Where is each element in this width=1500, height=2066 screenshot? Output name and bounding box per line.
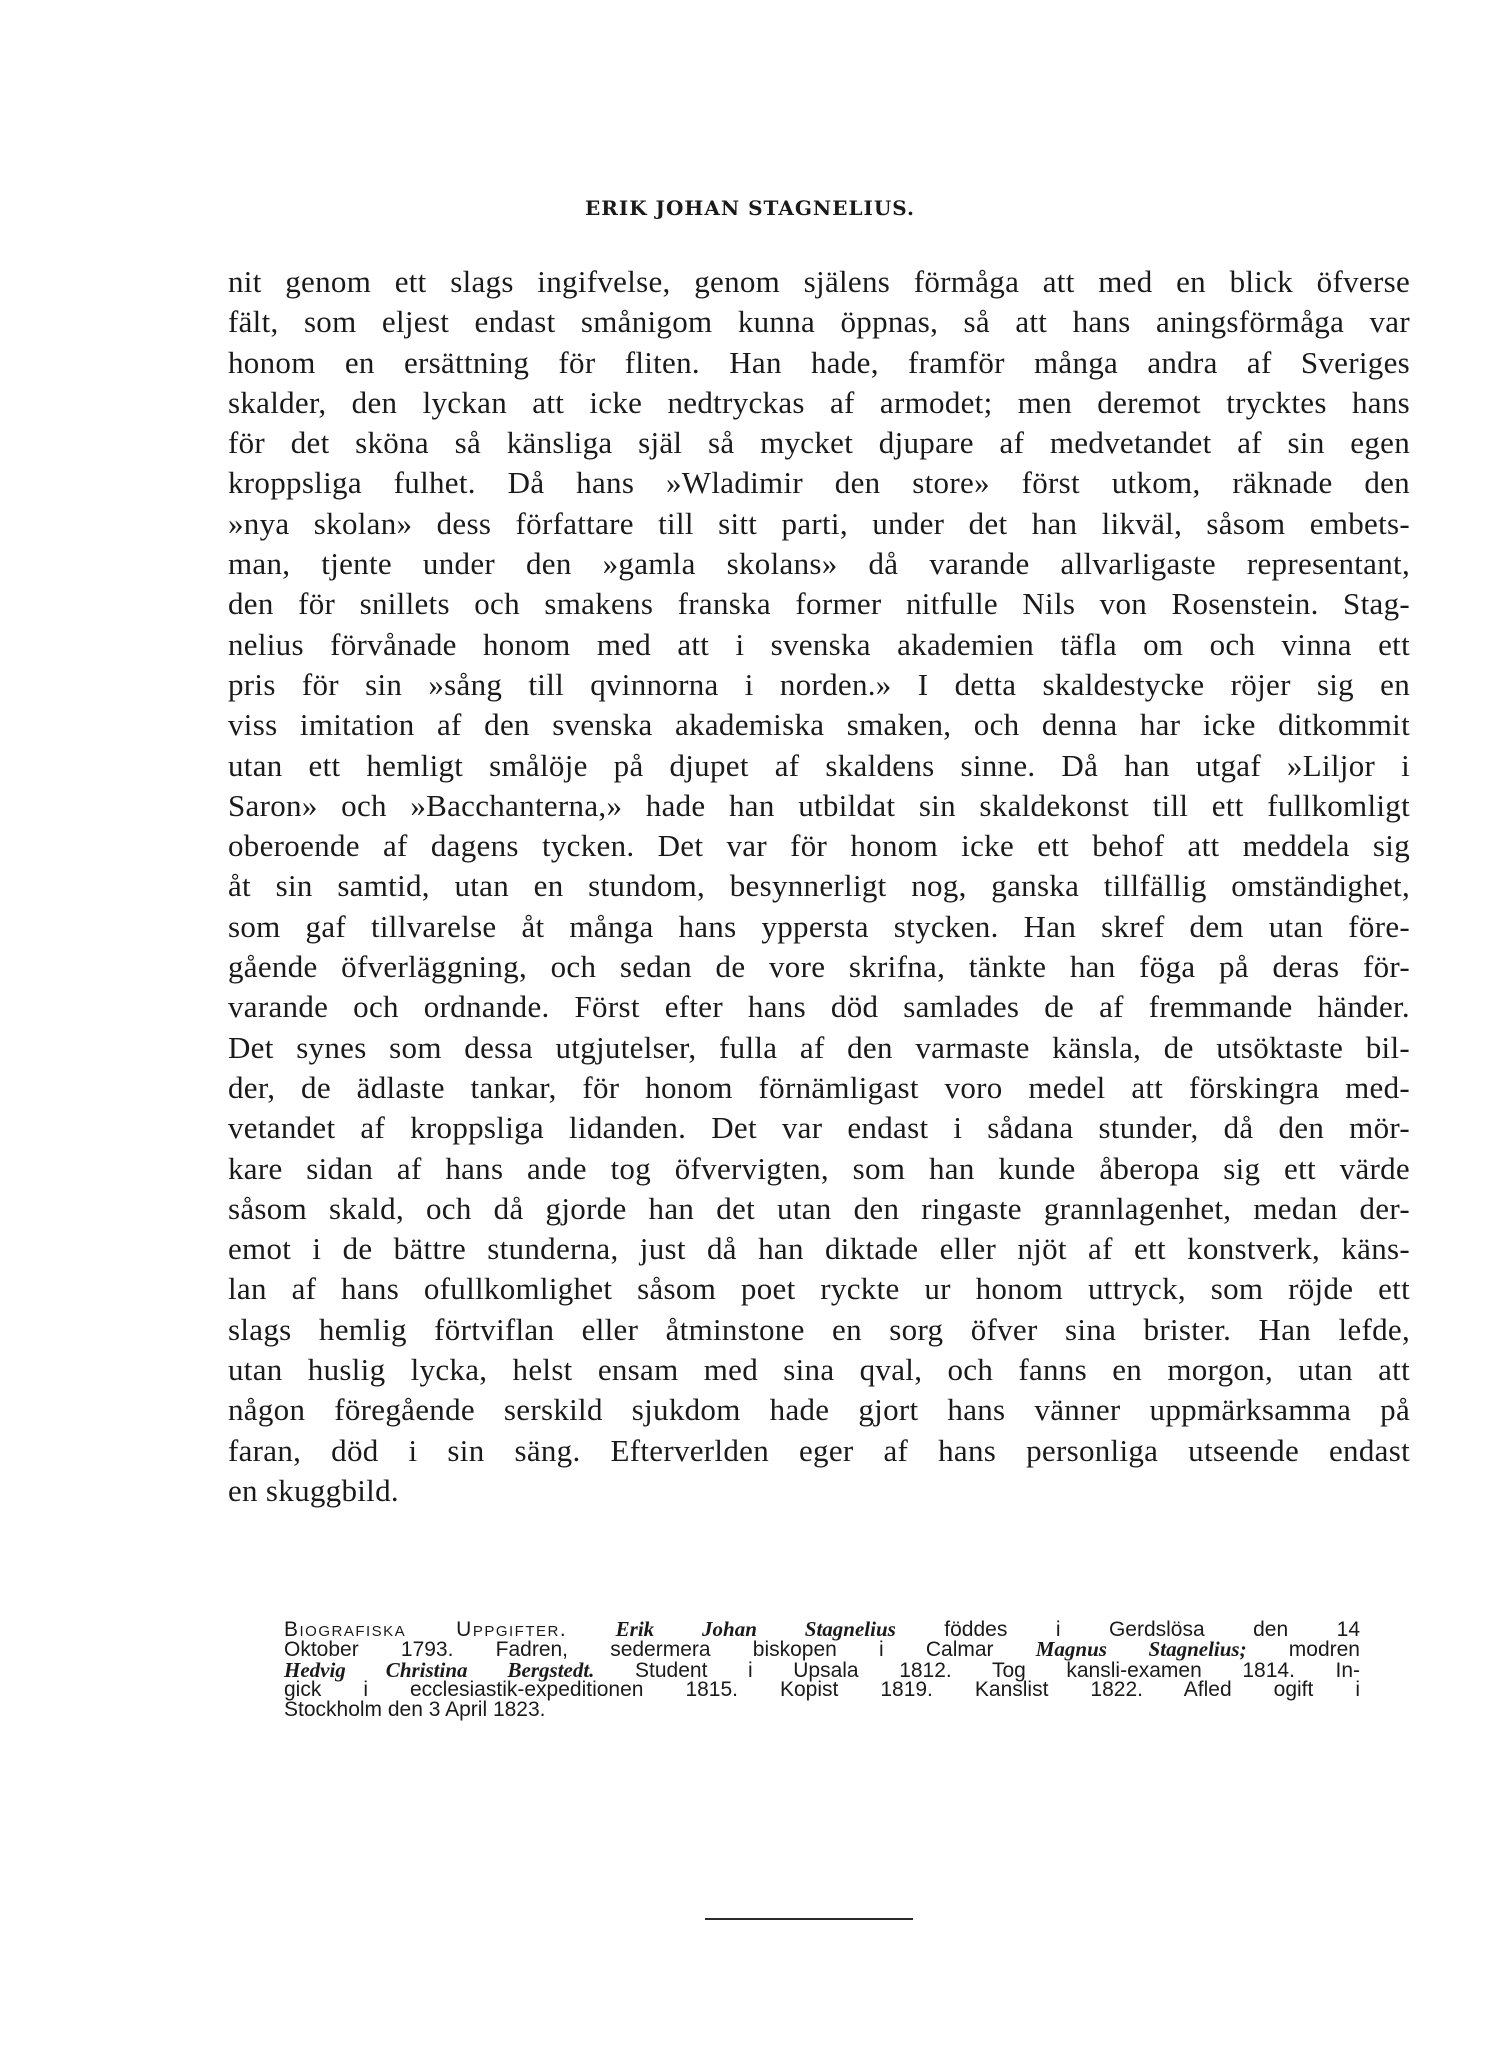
text-line: slags hemlig förtviflan eller åtminstone en sorg öfver sina brister. Han lefde, [228, 1311, 1410, 1347]
text-line: faran, död i sin säng. Efterverlden eger af hans personliga utseende endast [228, 1432, 1410, 1468]
subject-name: Erik Johan Stagnelius [615, 1617, 896, 1641]
text-line: vetandet af kroppsliga lidanden. Det var endast i sådana stunder, då den mör- [228, 1110, 1410, 1146]
text-line: gående öfverläggning, och sedan de vore skrifna, tänkte han föga på deras för- [228, 949, 1410, 985]
note-text: Student i Upsala 1812. Tog kansli-examen 1814. In- [594, 1658, 1360, 1682]
text-line: der, de ädlaste tankar, för honom förnämligast voro medel att förskingra med- [228, 1069, 1410, 1105]
text-line: Det synes som dessa utgjutelser, fulla af den varmaste känsla, de utsöktaste bil- [228, 1029, 1410, 1065]
text-line: lan af hans ofullkomlighet såsom poet ryckte ur honom uttryck, som röjde ett [228, 1271, 1410, 1307]
note-line [284, 1619, 1360, 1639]
text-line: någon föregående serskild sjukdom hade gjort hans vänner uppmärksamma på [228, 1392, 1410, 1428]
text-line: för det sköna så känsliga själ så mycket djupare af medvetandet af sin egen [228, 425, 1410, 461]
text-line: kare sidan af hans ande tog öfvervigten, som han kunde åberopa sig ett värde [228, 1150, 1410, 1186]
text-line: nit genom ett slags ingifvelse, genom själens förmåga att med en blick öfverse [228, 264, 1410, 299]
text-line: utan huslig lycka, helst ensam med sina qval, och fanns en morgon, utan att [228, 1352, 1410, 1388]
text-line: en skuggbild. [228, 1472, 399, 1508]
note-text: modren [1246, 1638, 1360, 1662]
text-line: man, tjente under den »gamla skolans» då varande allvarligaste representant, [228, 546, 1410, 582]
text-line: emot i de bättre stunderna, just då han diktade eller njöt af ett konstverk, käns- [228, 1231, 1410, 1267]
note-line [284, 1657, 1360, 1682]
text-line: honom en ersättning för fliten. Han hade, framför många andra af Sveriges [228, 344, 1410, 380]
note-line: Stockholm den 3 April 1823. [284, 1698, 546, 1722]
note-text: föddes i Gerdslösa den 14 [895, 1618, 1360, 1641]
text-line: Saron» och »Bacchanterna,» hade han utbildat sin skaldekonst till ett fullkomligt [228, 787, 1410, 823]
text-line: oberoende af dagens tycken. Det var för honom icke ett behof att meddela sig [228, 828, 1410, 864]
biographical-note [284, 1619, 1360, 1720]
mother-name: Hedvig Christina Bergstedt. [284, 1657, 595, 1682]
closing-rule [705, 1918, 913, 1920]
running-head: ERIK JOHAN STAGNELIUS. [584, 196, 916, 220]
text-line: utan ett hemligt smålöje på djupet af skaldens sinne. Då han utgaf »Liljor i [228, 747, 1410, 783]
text-line: kroppsliga fulhet. Då hans »Wladimir den store» först utkom, räknade den [228, 465, 1410, 501]
text-line: viss imitation af den svenska akademiska smaken, och denna har icke ditkommit [228, 707, 1410, 743]
text-line: fält, som eljest endast smånigom kunna öppnas, så att hans aningsförmåga var [228, 304, 1410, 340]
note-text: Oktober 1793. Fadren, sedermera biskopen i Calmar [284, 1638, 1036, 1662]
text-line: varande och ordnande. Först efter hans död samlades de af fremmande händer. [228, 989, 1410, 1025]
text-line: nelius förvånade honom med att i svenska akademien täfla om och vinna ett [228, 626, 1410, 662]
text-line: åt sin samtid, utan en stundom, besynnerligt nog, ganska tillfällig omständighet, [228, 868, 1410, 904]
text-line: såsom skald, och då gjorde han det utan den ringaste grannlagenhet, medan der- [228, 1190, 1410, 1226]
text-line: som gaf tillvarelse åt många hans yppersta stycken. Han skref dem utan före- [228, 908, 1410, 944]
main-text [228, 262, 1410, 1511]
text-line: »nya skolan» dess författare till sitt parti, under det han likväl, såsom embets- [228, 505, 1410, 541]
note-line [284, 1637, 1360, 1662]
text-line: den för snillets och smakens franska former nitfulle Nils von Rosenstein. Stag- [228, 586, 1410, 622]
note-heading: Biografiska Uppgifter. [284, 1618, 568, 1641]
text-line: skalder, den lyckan att icke nedtryckas af armodet; men deremot trycktes hans [228, 384, 1410, 420]
note-line: gick i ecclesiastik-expeditionen 1815. Kopist 1819. Kanslist 1822. Afled ogift i [284, 1677, 1360, 1701]
text-line: pris för sin »sång till qvinnorna i norden.» I detta skaldestycke röjer sig en [228, 666, 1410, 702]
father-name: Magnus Stagnelius; [1035, 1637, 1247, 1662]
